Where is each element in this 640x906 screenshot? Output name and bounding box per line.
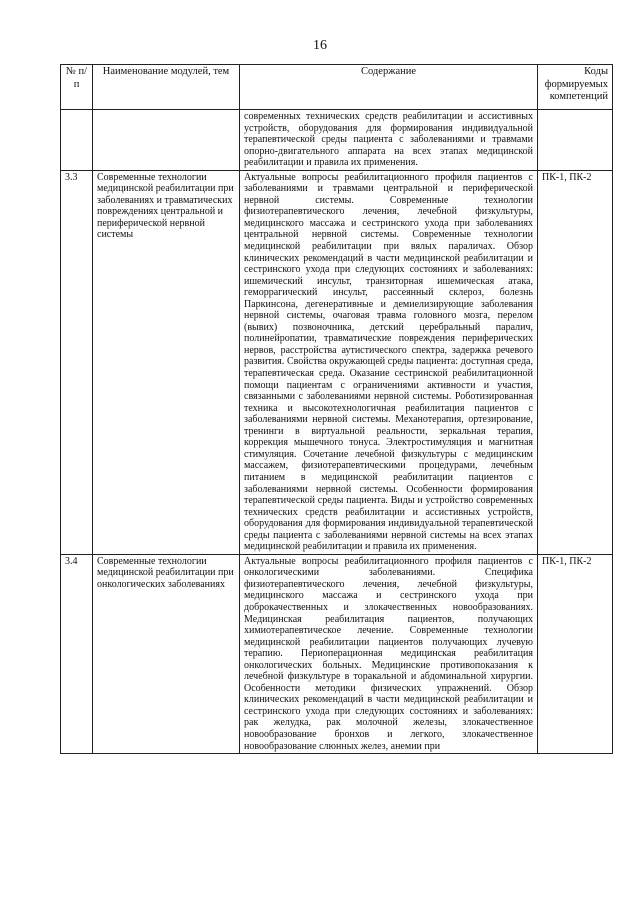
row-number: 3.4: [61, 554, 93, 753]
row-number: [61, 110, 93, 171]
row-module-name: [93, 110, 240, 171]
page-number: 16: [313, 38, 327, 53]
row-number: 3.3: [61, 170, 93, 554]
header-number: № п/п: [61, 65, 93, 110]
header-module-name: Наименование модулей, тем: [93, 65, 240, 110]
row-content: Актуальные вопросы реабилитационного профиля пациентов с онкологическими заболеваниями. Специфика физиотерапевтического лечения, лечебной физкультуры, медицинского массажа и сестринского ухода при доброкачественных и злокачественных новообразованиях. Медицинская реабилитация пациентов, получающих химиотерапевтическое лечение. Современные технологии медицинской реабилитации пациентов получающих лучевую терапию. Периоперационная медицинская реабилитация онкологических больных. Медицинские противопоказания к лечебной физкультуре в торакальной и абдоминальной хирургии. Особенности методики физических упражнений. Обзор клинических рекомендаций в части медицинской реабилитации и сестринского ухода при следующих состояниях и заболеваниях: рак желудка, рак молочной железы, злокачественное новообразование бронхов и легкого, злокачественное новообразование слюнных желез, анемии при: [240, 554, 538, 753]
row-module-name: Современные технологии медицинской реабилитации при заболеваниях и травматических повреждениях центральной и периферической нервной системы: [93, 170, 240, 554]
curriculum-table: [60, 64, 613, 754]
table-row: [61, 554, 613, 753]
table-row: [61, 170, 613, 554]
row-codes: ПК-1, ПК-2: [538, 170, 613, 554]
row-codes: [538, 110, 613, 171]
header-content: Содержание: [240, 65, 538, 110]
row-content: Актуальные вопросы реабилитационного профиля пациентов с заболеваниями и травмами центральной и периферической нервной системы. Современные технологии физиотерапевтического лечения, лечебной физкультуры, медицинского массажа и сестринского ухода при заболеваниях центральной нервной системы. Современные технологии медицинской реабилитации при вялых параличах. Обзор клинических рекомендаций в части медицинской реабилитации и сестринского ухода при следующих состояниях и заболеваниях: ишемический инсульт, транзиторная ишемическая атака, геморрагический инсульт, рассеянный склероз, болезнь Паркинсона, дегенеративные и демиелизирующие заболевания нервной системы, очаговая травма головного мозга, перелом (вывих) позвоночника, детский церебральный паралич, полинейропатии, травматические повреждения периферических нервов, расстройства аутистического спектра, задержка речевого развития. Свойства окружающей среды пациента: доступная среда, терапевтическая среда. Оказание сестринской реабилитационной помощи пациентам с ограничениями активности и участия, связанными с заболеваниями нервной системы. Роботизированная техника и высокотехнологичная реабилитация пациентов с заболеваниями нервной системы. Механотерапия, ортезирование, тренинги в виртуальной реальности, зеркальная терапия, коррекция мышечного тонуса. Электростимуляция и магнитная стимуляция. Сочетание лечебной физкультуры с медицинским массажем, физиотерапевтическими процедурами, лечебным питанием в медицинской реабилитации пациентов с заболеваниями нервной системы. Особенности формирования терапевтической среды пациента. Виды и устройство современных технических средств реабилитации и ассистивных устройств, оборудования для формирования индивидуальной терапевтической среды пациента с заболеваниями нервной системы на всех этапах медицинской реабилитации и правила их применения.: [240, 170, 538, 554]
header-competence-codes: Коды формируемых компетенций: [538, 65, 613, 110]
table-header-row: [61, 65, 613, 110]
table-row: [61, 110, 613, 171]
row-content: современных технических средств реабилитации и ассистивных устройств, оборудования для формирования индивидуальной терапевтической среды пациента с заболеваниями и травмами опорно-двигательного аппарата на всех этапах медицинской реабилитации и правила их применения.: [240, 110, 538, 171]
row-module-name: Современные технологии медицинской реабилитации при онкологических заболеваниях: [93, 554, 240, 753]
row-codes: ПК-1, ПК-2: [538, 554, 613, 753]
